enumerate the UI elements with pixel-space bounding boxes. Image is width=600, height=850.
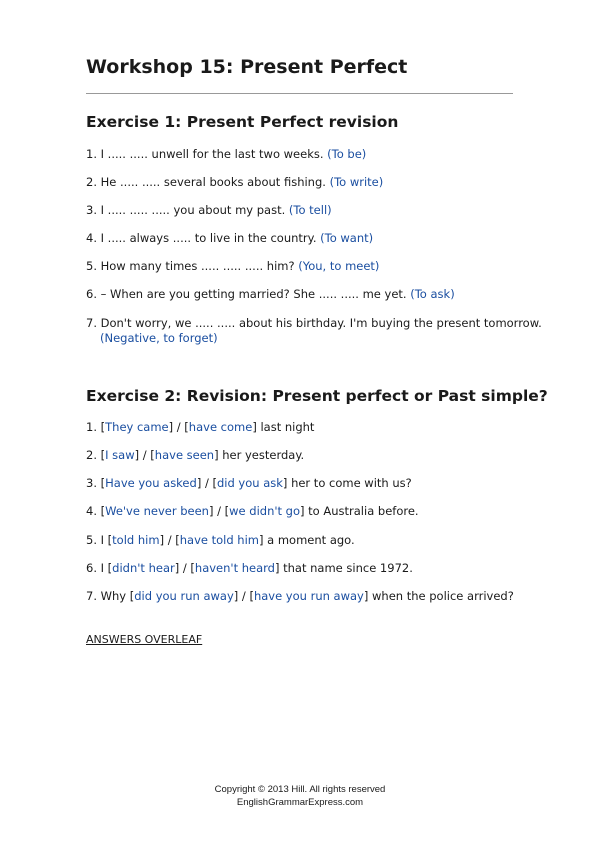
item-text: 4. I ..... always ..... to live in the country.	[86, 231, 317, 245]
item-hint: (To ask)	[410, 287, 455, 301]
page-footer	[0, 783, 600, 809]
answers-overleaf-link[interactable]: ANSWERS OVERLEAF	[86, 633, 203, 646]
item-hint: (To be)	[327, 147, 367, 161]
choice-a: did you run away	[134, 589, 234, 603]
choice-b: haven't heard	[194, 561, 275, 575]
site-name: EnglishGrammarExpress.com	[236, 797, 364, 808]
exercise-1-item	[86, 231, 373, 246]
item-separator: ] / [	[159, 533, 180, 547]
choice-b: have seen	[154, 448, 215, 462]
item-text: 2. He ..... ..... several books about fishing.	[86, 175, 326, 189]
exercise-2-item	[86, 533, 355, 548]
page-title: Workshop 15: Present Perfect	[86, 56, 408, 78]
choice-a: told him	[112, 533, 160, 547]
item-suffix: ] last night	[252, 420, 315, 434]
item-prefix: 4. [	[86, 504, 106, 518]
item-prefix: 3. [	[86, 476, 106, 490]
choice-b: did you ask	[216, 476, 283, 490]
item-text: 5. How many times ..... ..... ..... him?	[86, 259, 295, 273]
exercise-2-item	[86, 561, 413, 576]
item-hint: (To tell)	[288, 203, 332, 217]
copyright-text: Copyright © 2013 Hill. All rights reserved	[214, 784, 386, 795]
exercise-1-item	[86, 287, 455, 302]
item-hint: (Negative, to forget)	[100, 331, 218, 345]
choice-b: we didn't go	[229, 504, 301, 518]
exercise-2-item	[86, 420, 314, 435]
choice-a: didn't hear	[112, 561, 175, 575]
item-prefix: 2. [	[86, 448, 106, 462]
exercise-2-item	[86, 448, 304, 463]
exercise-1-item	[86, 259, 379, 274]
item-prefix: 6. I [	[86, 561, 113, 575]
item-suffix: ] that name since 1972.	[274, 561, 413, 575]
exercise-2-item	[86, 476, 412, 491]
exercise-2-item	[86, 504, 419, 519]
item-separator: ] / [	[208, 504, 230, 518]
exercise-2-heading: Exercise 2: Revision: Present perfect or Past simple?	[86, 387, 548, 405]
exercise-1-item	[86, 175, 383, 190]
item-suffix: ] when the police arrived?	[363, 589, 514, 603]
item-separator: ] / [	[168, 420, 189, 434]
item-prefix: 7. Why [	[86, 589, 135, 603]
item-suffix: ] to Australia before.	[300, 504, 419, 518]
item-suffix: ] her to come with us?	[282, 476, 412, 490]
item-hint: (To write)	[329, 175, 384, 189]
item-hint: (To want)	[320, 231, 374, 245]
choice-a: I saw	[105, 448, 135, 462]
exercise-2-item	[86, 589, 514, 604]
item-text: 1. I ..... ..... unwell for the last two weeks.	[86, 147, 324, 161]
choice-b: have come	[188, 420, 253, 434]
item-suffix: ] her yesterday.	[214, 448, 305, 462]
title-divider	[86, 93, 513, 94]
item-text: 3. I ..... ..... ..... you about my past.	[86, 203, 286, 217]
choice-a: Have you asked	[105, 476, 197, 490]
item-separator: ] / [	[134, 448, 155, 462]
exercise-1-item	[86, 147, 366, 162]
item-separator: ] / [	[196, 476, 217, 490]
item-hint: (You, to meet)	[298, 259, 380, 273]
item-prefix: 5. I [	[86, 533, 113, 547]
item-separator: ] / [	[233, 589, 254, 603]
exercise-1-item	[86, 316, 542, 346]
choice-b: have told him	[179, 533, 259, 547]
exercise-1-item	[86, 203, 332, 218]
exercise-1-heading: Exercise 1: Present Perfect revision	[86, 113, 399, 131]
item-suffix: ] a moment ago.	[259, 533, 355, 547]
item-text: 6. – When are you getting married? She ..... ..... me yet.	[86, 287, 407, 301]
item-separator: ] / [	[174, 561, 195, 575]
choice-b: have you run away	[253, 589, 364, 603]
choice-a: They came	[105, 420, 169, 434]
item-text: 7. Don't worry, we ..... ..... about his birthday. I'm buying the present tomorrow.	[86, 316, 542, 330]
item-prefix: 1. [	[86, 420, 106, 434]
choice-a: We've never been	[105, 504, 209, 518]
